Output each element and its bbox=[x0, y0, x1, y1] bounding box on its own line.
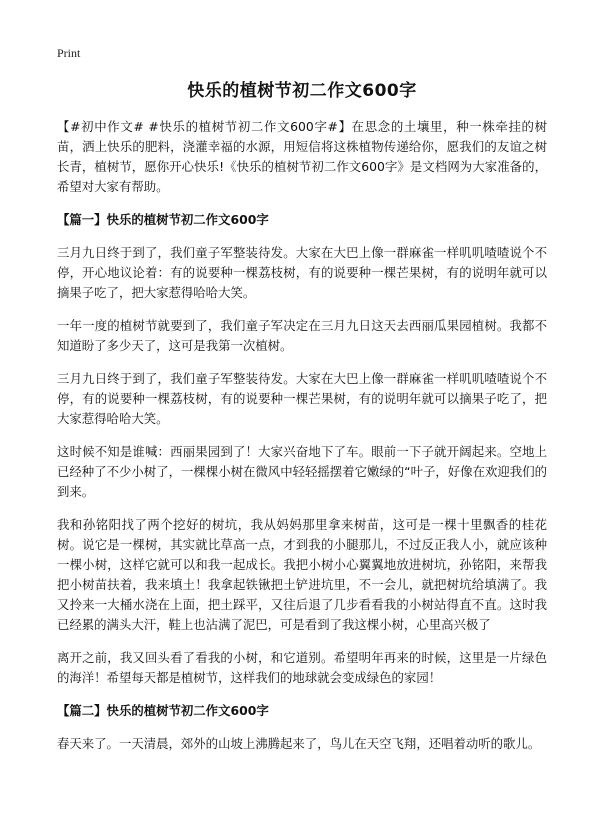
page-title: 快乐的植树节初二作文600字 bbox=[187, 81, 417, 101]
paragraph: 三月九日终于到了，我们童子军整装待发。大家在大巴上像一群麻雀一样叽叽喳喳说个不停，有的说要种一棵荔枝树，有的说要种一棵芒果树，有的说明年就可以摘果子吃了，把大家惹得哈哈大笑。 bbox=[57, 371, 547, 426]
paragraph: 春天来了。一天清晨，郊外的山坡上沸腾起来了，鸟儿在天空飞翔，还唱着动听的歌儿。 bbox=[57, 736, 541, 751]
paragraph: 这时候不知是谁喊：西丽果园到了！大家兴奋地下了车。眼前一下子就开阔起来。空地上已经种了不少小树了，一棵棵小树在微风中轻轻摇摆着它嫩绿的“叶子，好像在欢迎我们的到来。 bbox=[57, 444, 547, 499]
paragraph: 一年一度的植树节就要到了，我们童子军决定在三月九日这天去西丽瓜果园植树。我都不知道盼了多少天了，这可是我第一次植树。 bbox=[57, 318, 547, 353]
section-heading-1: 【篇一】快乐的植树节初二作文600字 bbox=[57, 212, 269, 227]
section-heading-2: 【篇二】快乐的植树节初二作文600字 bbox=[57, 703, 269, 718]
paragraph: 离开之前，我又回头看了看我的小树，和它道别。希望明年再来的时候，这里是一片绿色的海洋！希望每天都是植树节，这样我们的地球就会变成绿色的家园！ bbox=[57, 650, 547, 685]
print-link[interactable]: Print bbox=[57, 46, 81, 60]
paragraph: 我和孙铭阳找了两个挖好的树坑，我从妈妈那里拿来树苗，这可是一棵十里飘香的桂花树。说它是一棵树，其实就比草高一点，才到我的小腿那儿，不过反正我人小，就应该种一棵小树，这样它就可以和我一起成长。我把小树小心翼翼地放进树坑，孙铭阳，来帮我把小树苗扶着，我来填土！我拿起铁锹把土铲进坑里，不一会儿，就把树坑给填满了。我又拎来一大桶水浇在上面，把土踩平，又往后退了几步看看我的小树站得直不直。这时我已经累的满头大汗，鞋上也沾满了泥巴，可是看到了我这棵小树，心里高兴极了 bbox=[57, 517, 547, 632]
paragraph: 三月九日终于到了，我们童子军整装待发。大家在大巴上像一群麻雀一样叽叽喳喳说个不停，开心地议论着：有的说要种一棵荔枝树，有的说要种一棵芒果树，有的说明年就可以摘果子吃了，把大家惹得哈哈大笑。 bbox=[57, 245, 547, 300]
document-page bbox=[57, 76, 547, 767]
intro-paragraph: 【#初中作文# #快乐的植树节初二作文600字#】在思念的土壤里，种一株牵挂的树苗，洒上快乐的肥料，浇灌幸福的水源，用短信将这株植物传递给你，愿我们的友谊之树长青，植树节，愿你开心快乐!《快乐的植树节初二作文600字》是文档网为大家准备的，希望对大家有帮助。 bbox=[57, 119, 547, 194]
